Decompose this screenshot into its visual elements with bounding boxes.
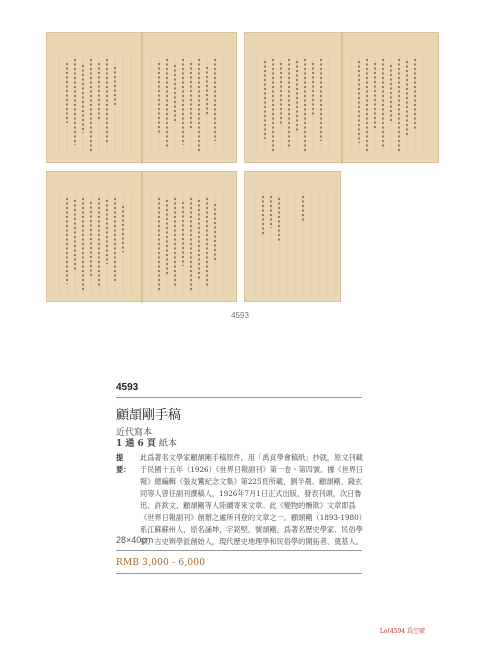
manuscript-page-3 bbox=[46, 171, 237, 302]
lot-format-count: 1 通 6 頁 bbox=[116, 439, 156, 449]
footer-note: Lot4594 爲空號 bbox=[379, 628, 425, 635]
top-divider bbox=[116, 397, 362, 398]
description-text: 此爲著名文學家顧頡剛手稿原件，用「禹貢學會稿紙」抄就，原文刊載于民國十五年（1926）《世界日報副刊》第一卷・第四號。據《世界日報》總編輯《張友鸞紀念文集》第225頁所載，劉半農、顧頡剛、錢玄同等人曾任副刊撰稿人，1926年7月1日正式出版，發表刊頭，次日魯迅、許欽文、顧頡剛等人陸續寄來文章。此《變物的慚欺》文章即爲《世界日報副刊》創辦之處所刊登的文章之一。顧頡剛（1893-1980）系江蘇蘇州人，原名誦坤，字銘堅，號頡剛。爲著名歷史學家、民俗學家、古史辨學派創始人，現代歷史地理學和民俗學的開拓者、奠基人。 bbox=[140, 453, 366, 546]
manuscript-page-1 bbox=[46, 32, 237, 163]
lot-title: 顧頡剛手稿 bbox=[116, 408, 182, 423]
lot-format bbox=[116, 436, 177, 449]
lot-dimensions: 28×40cm bbox=[116, 535, 154, 545]
manuscript-grid-2 bbox=[245, 33, 440, 164]
middle-divider bbox=[116, 550, 362, 551]
manuscript-grid-1 bbox=[47, 33, 238, 164]
manuscript-page-2 bbox=[244, 32, 439, 163]
lot-number: 4593 bbox=[116, 382, 139, 393]
description-label: 提 要： bbox=[116, 453, 131, 474]
lot-estimate: RMB 3,000 - 6,000 bbox=[116, 558, 206, 568]
lot-format-material: 紙本 bbox=[158, 439, 177, 449]
lot-description bbox=[116, 452, 366, 548]
manuscript-grid-4 bbox=[245, 172, 342, 303]
manuscript-grid-3 bbox=[47, 172, 238, 303]
plate-caption: 4593 bbox=[231, 311, 249, 320]
manuscript-page-4 bbox=[244, 171, 341, 302]
bottom-divider bbox=[116, 573, 362, 574]
lot-period: 近代寫本 bbox=[116, 428, 153, 438]
